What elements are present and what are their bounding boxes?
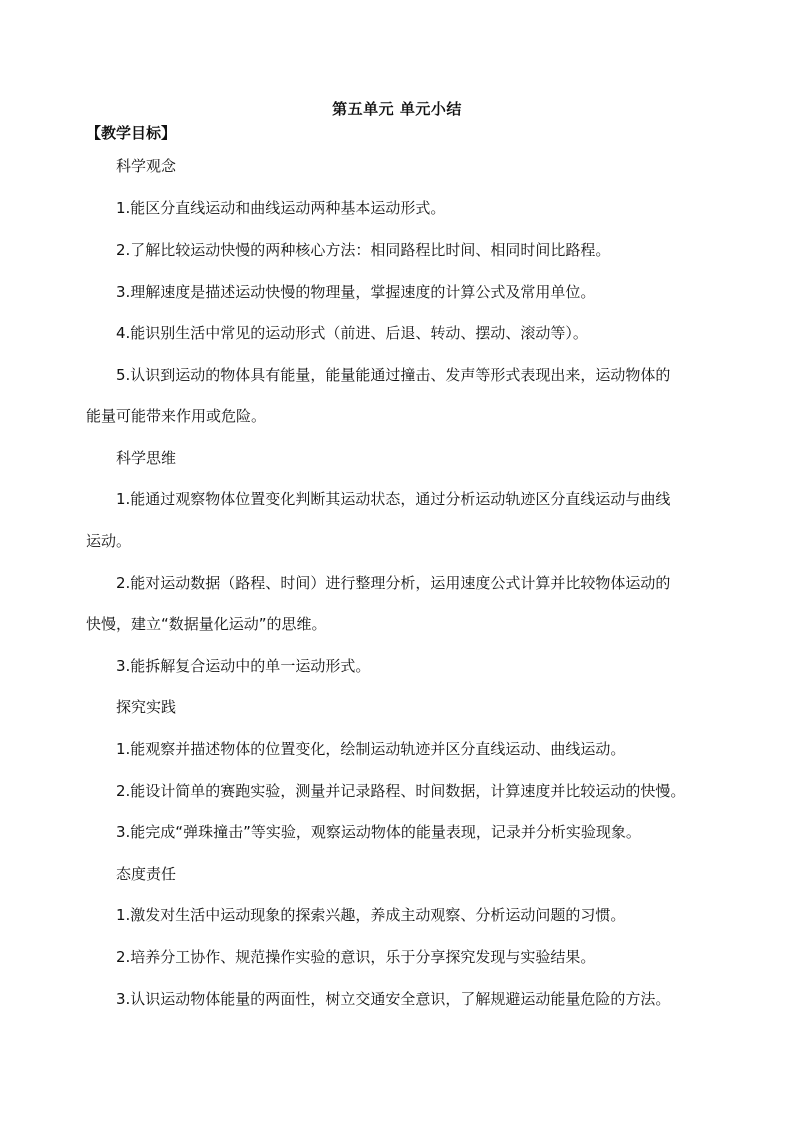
thinking-item-2-line-2: 快慢，建立“数据量化运动”的思维。 <box>86 615 327 633</box>
thinking-item-2-line-1: 2.能对运动数据（路程、时间）进行整理分析，运用速度公式计算并比较物体运动的 <box>116 574 671 592</box>
thinking-item-1-line-2: 运动。 <box>86 532 132 550</box>
concept-item-5-line-1: 5.认识到运动的物体具有能量，能量能通过撞击、发声等形式表现出来，运动物体的 <box>116 366 671 384</box>
concept-item-1: 1.能区分直线运动和曲线运动两种基本运动形式。 <box>116 199 446 217</box>
practice-item-2: 2.能设计简单的赛跑实验，测量并记录路程、时间数据，计算速度并比较运动的快慢。 <box>116 782 686 800</box>
page-title: 第五单元 单元小结 <box>332 100 462 118</box>
concept-item-2: 2.了解比较运动快慢的两种核心方法：相同路程比时间、相同时间比路程。 <box>116 241 611 259</box>
practice-item-3: 3.能完成“弹珠撞击”等实验，观察运动物体的能量表现，记录并分析实验现象。 <box>116 823 641 841</box>
thinking-item-3: 3.能拆解复合运动中的单一运动形式。 <box>116 657 371 675</box>
attitude-item-3: 3.认识运动物体能量的两面性，树立交通安全意识，了解规避运动能量危险的方法。 <box>116 990 671 1008</box>
practice-item-1: 1.能观察并描述物体的位置变化，绘制运动轨迹并区分直线运动、曲线运动。 <box>116 740 626 758</box>
concept-item-3: 3.理解速度是描述运动快慢的物理量，掌握速度的计算公式及常用单位。 <box>116 283 596 301</box>
section-heading: 【教学目标】 <box>86 124 177 142</box>
concept-item-4: 4.能识别生活中常见的运动形式（前进、后退、转动、摆动、滚动等）。 <box>116 324 588 342</box>
attitude-item-1: 1.激发对生活中运动现象的探索兴趣，养成主动观察、分析运动问题的习惯。 <box>116 906 626 924</box>
category-heading-attitude: 态度责任 <box>116 865 177 883</box>
category-heading-thinking: 科学思维 <box>116 449 177 467</box>
concept-item-5-line-2: 能量可能带来作用或危险。 <box>86 407 267 425</box>
attitude-item-2: 2.培养分工协作、规范操作实验的意识，乐于分享探究发现与实验结果。 <box>116 948 596 966</box>
thinking-item-1-line-1: 1.能通过观察物体位置变化判断其运动状态，通过分析运动轨迹区分直线运动与曲线 <box>116 490 671 508</box>
category-heading-concepts: 科学观念 <box>116 157 177 175</box>
category-heading-practice: 探究实践 <box>116 698 177 716</box>
